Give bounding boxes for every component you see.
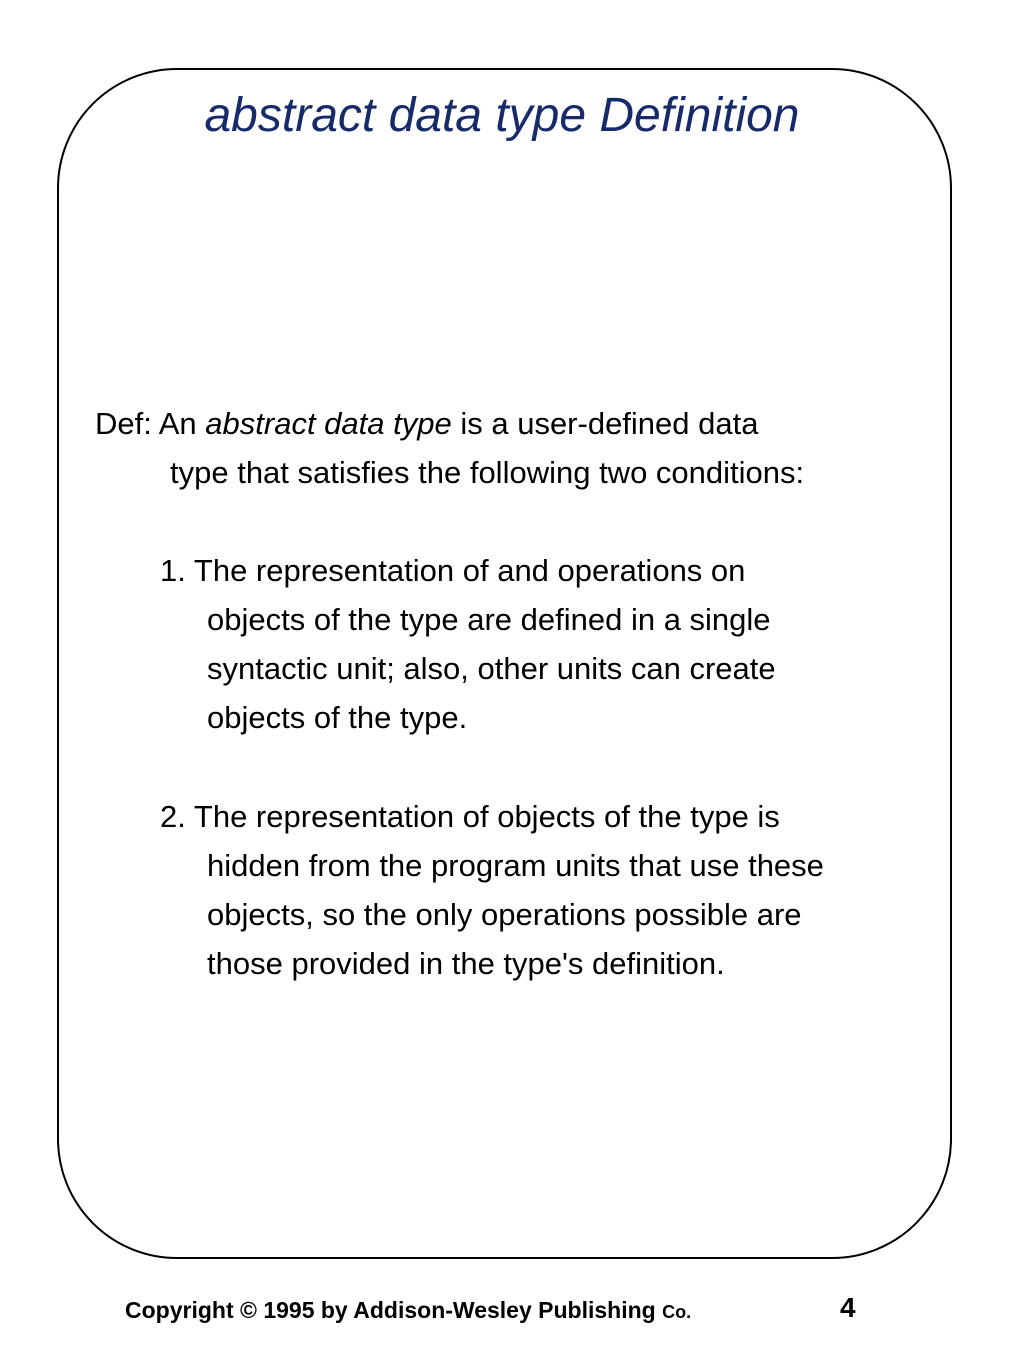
definition-prefix: Def: An — [95, 406, 206, 441]
page-number: 4 — [840, 1292, 856, 1323]
copyright-footer — [125, 1293, 691, 1329]
definition-rest: is a user-defined data — [451, 406, 759, 441]
condition-1-line-1: 1. The representation of and operations on — [160, 553, 746, 588]
copyright-suffix: Co. — [662, 1302, 692, 1322]
definition-line-2: type that satisfies the following two conditions: — [170, 455, 805, 490]
definition-term: abstract data type — [205, 406, 452, 441]
condition-1-line-4: objects of the type. — [207, 700, 468, 735]
condition-2-line-1: 2. The representation of objects of the type is — [160, 799, 780, 834]
condition-2 — [160, 792, 824, 988]
condition-2-line-3: objects, so the only operations possible are — [207, 897, 802, 932]
condition-2-line-2: hidden from the program units that use these — [207, 848, 824, 883]
condition-1 — [160, 546, 776, 742]
copyright-text: Copyright © 1995 by Addison-Wesley Publishing — [125, 1297, 663, 1323]
slide-title: abstract data type Definition — [204, 89, 800, 142]
condition-2-line-4: those provided in the type's definition. — [207, 946, 725, 981]
condition-1-line-2: objects of the type are defined in a single — [207, 602, 771, 637]
condition-1-line-3: syntactic unit; also, other units can create — [207, 651, 776, 686]
definition-line-1 — [95, 399, 758, 448]
